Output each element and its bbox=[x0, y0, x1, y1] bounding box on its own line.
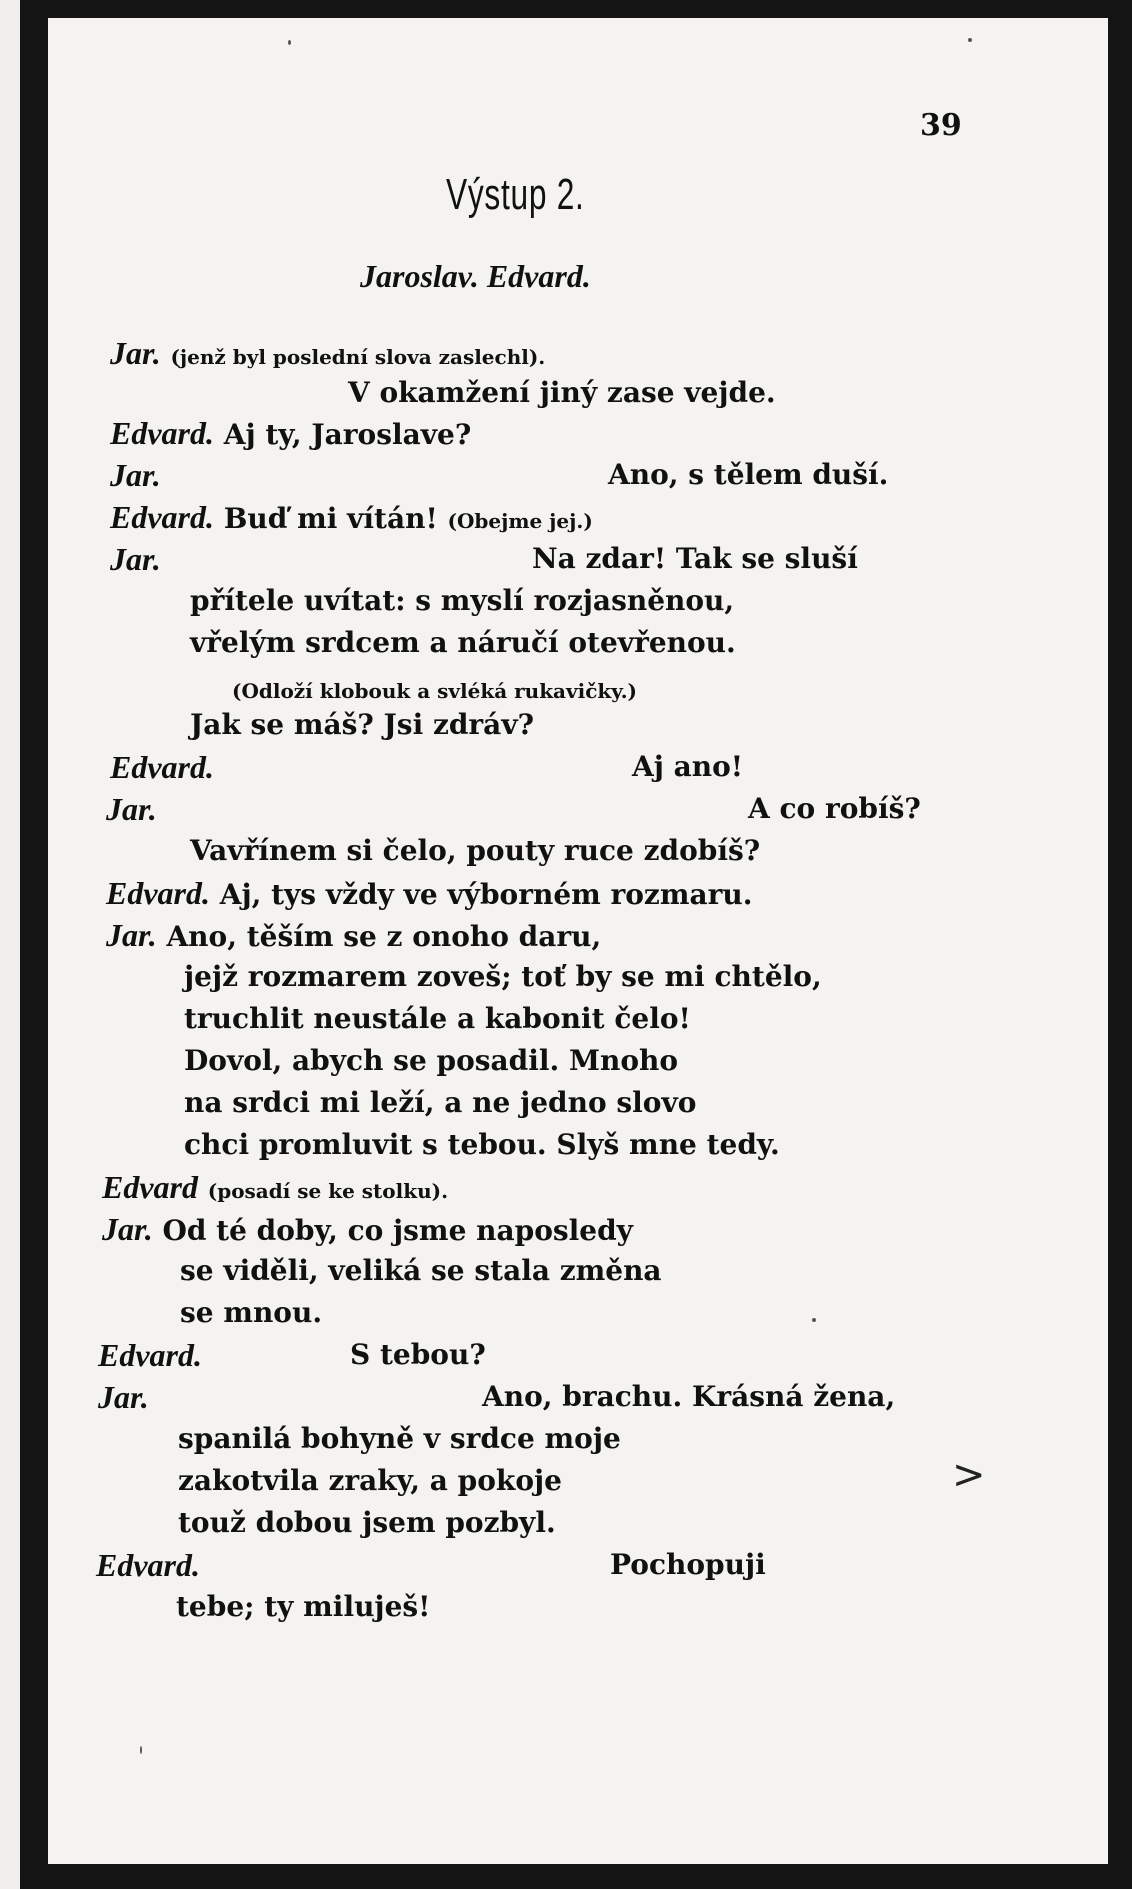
dialogue-line bbox=[608, 458, 888, 492]
dialogue-text: Buď mi vítán! bbox=[223, 502, 438, 535]
dialogue-line bbox=[102, 1170, 448, 1208]
dialogue-line bbox=[184, 1044, 678, 1078]
dialogue-text: přítele uvítat: s myslí rozjasněnou, bbox=[190, 584, 735, 617]
dialogue-text: Vavřínem si čelo, pouty ruce zdobíš? bbox=[190, 834, 761, 867]
stage-direction: (Obejme jej.) bbox=[447, 509, 593, 533]
dialogue-line bbox=[110, 458, 161, 494]
speaker-name: Edvard. bbox=[110, 415, 214, 451]
speaker-name: Jar. bbox=[98, 1379, 149, 1415]
dialogue-text: Ano, s tělem duší. bbox=[608, 458, 889, 491]
dialogue-text: Jak se máš? Jsi zdráv? bbox=[190, 708, 534, 741]
dialogue-line bbox=[110, 416, 471, 452]
dialogue-text: Ano, brachu. Krásná žena, bbox=[482, 1380, 896, 1413]
speaker-name: Edvard. bbox=[110, 749, 214, 785]
dialogue-line bbox=[180, 1296, 322, 1330]
paper-speck bbox=[140, 1746, 142, 1754]
dialogue-line bbox=[184, 1002, 691, 1036]
dialogue-line bbox=[184, 1128, 780, 1162]
dialogue-line bbox=[98, 1338, 202, 1374]
dialogue-line bbox=[106, 876, 752, 912]
dialogue-line bbox=[110, 542, 161, 578]
dialogue-text: Od té doby, co jsme naposledy bbox=[162, 1214, 633, 1247]
dialogue-text: truchlit neustále a kabonit čelo! bbox=[184, 1002, 691, 1035]
speaker-name: Jar. bbox=[102, 1211, 153, 1247]
scene-title: Výstup 2. bbox=[446, 170, 585, 219]
speaker-name: Edvard. bbox=[110, 499, 214, 535]
dialogue-text: touž dobou jsem pozbyl. bbox=[178, 1506, 556, 1539]
dialogue-line bbox=[184, 1086, 696, 1120]
page-number: 39 bbox=[920, 108, 962, 143]
speaker-name: Edvard. bbox=[96, 1547, 200, 1583]
speaker-name: Edvard bbox=[102, 1169, 198, 1205]
dialogue-text: A co robíš? bbox=[748, 792, 921, 825]
dialogue-line bbox=[348, 376, 776, 410]
dialogue-text: Dovol, abych se posadil. Mnoho bbox=[184, 1044, 679, 1077]
dialogue-text: Aj ty, Jaroslave? bbox=[223, 418, 472, 451]
dialogue-line bbox=[180, 1254, 662, 1288]
dialogue-line bbox=[184, 960, 822, 994]
dialogue-text: chci promluvit s tebou. Slyš mne tedy. bbox=[184, 1128, 780, 1161]
dialogue-text: Aj ano! bbox=[632, 750, 744, 783]
speaker-name: Jar. bbox=[110, 541, 161, 577]
paper-speck bbox=[812, 1318, 816, 1322]
dialogue-line bbox=[190, 584, 734, 618]
speaker-name: Edvard. bbox=[106, 875, 210, 911]
dialogue-text: zakotvila zraky, a pokoje bbox=[178, 1464, 562, 1497]
dialogue-text: tebe; ty miluješ! bbox=[176, 1590, 431, 1623]
speaker-name: Jar. bbox=[110, 457, 161, 493]
dialogue-line bbox=[98, 1380, 149, 1416]
dialogue-line bbox=[110, 336, 545, 374]
dialogue-line bbox=[96, 1548, 200, 1584]
dialogue-line bbox=[110, 500, 593, 538]
speaker-name: Jar. bbox=[110, 335, 161, 371]
dialogue-line bbox=[178, 1506, 556, 1540]
dialogue-line bbox=[178, 1422, 621, 1456]
speaker-name: Edvard. bbox=[98, 1337, 202, 1373]
dialogue-line bbox=[110, 750, 214, 786]
dialogue-line bbox=[232, 672, 637, 708]
paper-speck bbox=[968, 38, 972, 42]
speaker-name: Jar. bbox=[106, 917, 157, 953]
speaker-name: Jar. bbox=[106, 791, 157, 827]
margin-mark: > bbox=[952, 1452, 986, 1498]
dialogue-line bbox=[102, 1212, 633, 1248]
dialogue-text: Aj, tys vždy ve výborném rozmaru. bbox=[219, 878, 753, 911]
dialogue-line bbox=[532, 542, 858, 576]
dialogue-line bbox=[106, 918, 601, 954]
dialogue-line bbox=[176, 1590, 430, 1624]
dialogue-text: Na zdar! Tak se sluší bbox=[532, 542, 858, 575]
dialogue-line bbox=[190, 708, 534, 742]
dialogue-line bbox=[610, 1548, 766, 1582]
stage-direction: (posadí se ke stolku). bbox=[207, 1179, 449, 1203]
dialogue-text: S tebou? bbox=[350, 1338, 486, 1371]
dialogue-line bbox=[748, 792, 921, 826]
previous-page-edge bbox=[0, 0, 20, 1889]
dialogue-line bbox=[482, 1380, 895, 1414]
dialogue-text: vřelým srdcem a náručí otevřenou. bbox=[190, 626, 736, 659]
dialogue-text: jejž rozmarem zoveš; toť by se mi chtělo, bbox=[184, 960, 822, 993]
dialogue-text: Pochopuji bbox=[610, 1548, 766, 1581]
stage-direction: (jenž byl poslední slova zaslechl). bbox=[170, 345, 546, 369]
dialogue-text: V okamžení jiný zase vejde. bbox=[348, 376, 776, 409]
scene-characters: Jaroslav. Edvard. bbox=[360, 258, 591, 294]
dialogue-text: Ano, těším se z onoho daru, bbox=[166, 920, 602, 953]
book-gutter bbox=[20, 0, 48, 1889]
dialogue-line bbox=[178, 1464, 562, 1498]
dialogue-line bbox=[190, 626, 736, 660]
dialogue-text: se viděli, veliká se stala změna bbox=[180, 1254, 662, 1287]
dialogue-text: se mnou. bbox=[180, 1296, 323, 1329]
dialogue-text: spanilá bohyně v srdce moje bbox=[178, 1422, 621, 1455]
dialogue-line bbox=[106, 792, 157, 828]
dialogue-text: na srdci mi leží, a ne jedno slovo bbox=[184, 1086, 697, 1119]
dialogue-line bbox=[350, 1338, 486, 1372]
paper-speck bbox=[288, 40, 291, 45]
stage-direction: (Odloží klobouk a svléká rukavičky.) bbox=[232, 679, 638, 703]
dialogue-line bbox=[632, 750, 743, 784]
dialogue-line bbox=[190, 834, 760, 868]
